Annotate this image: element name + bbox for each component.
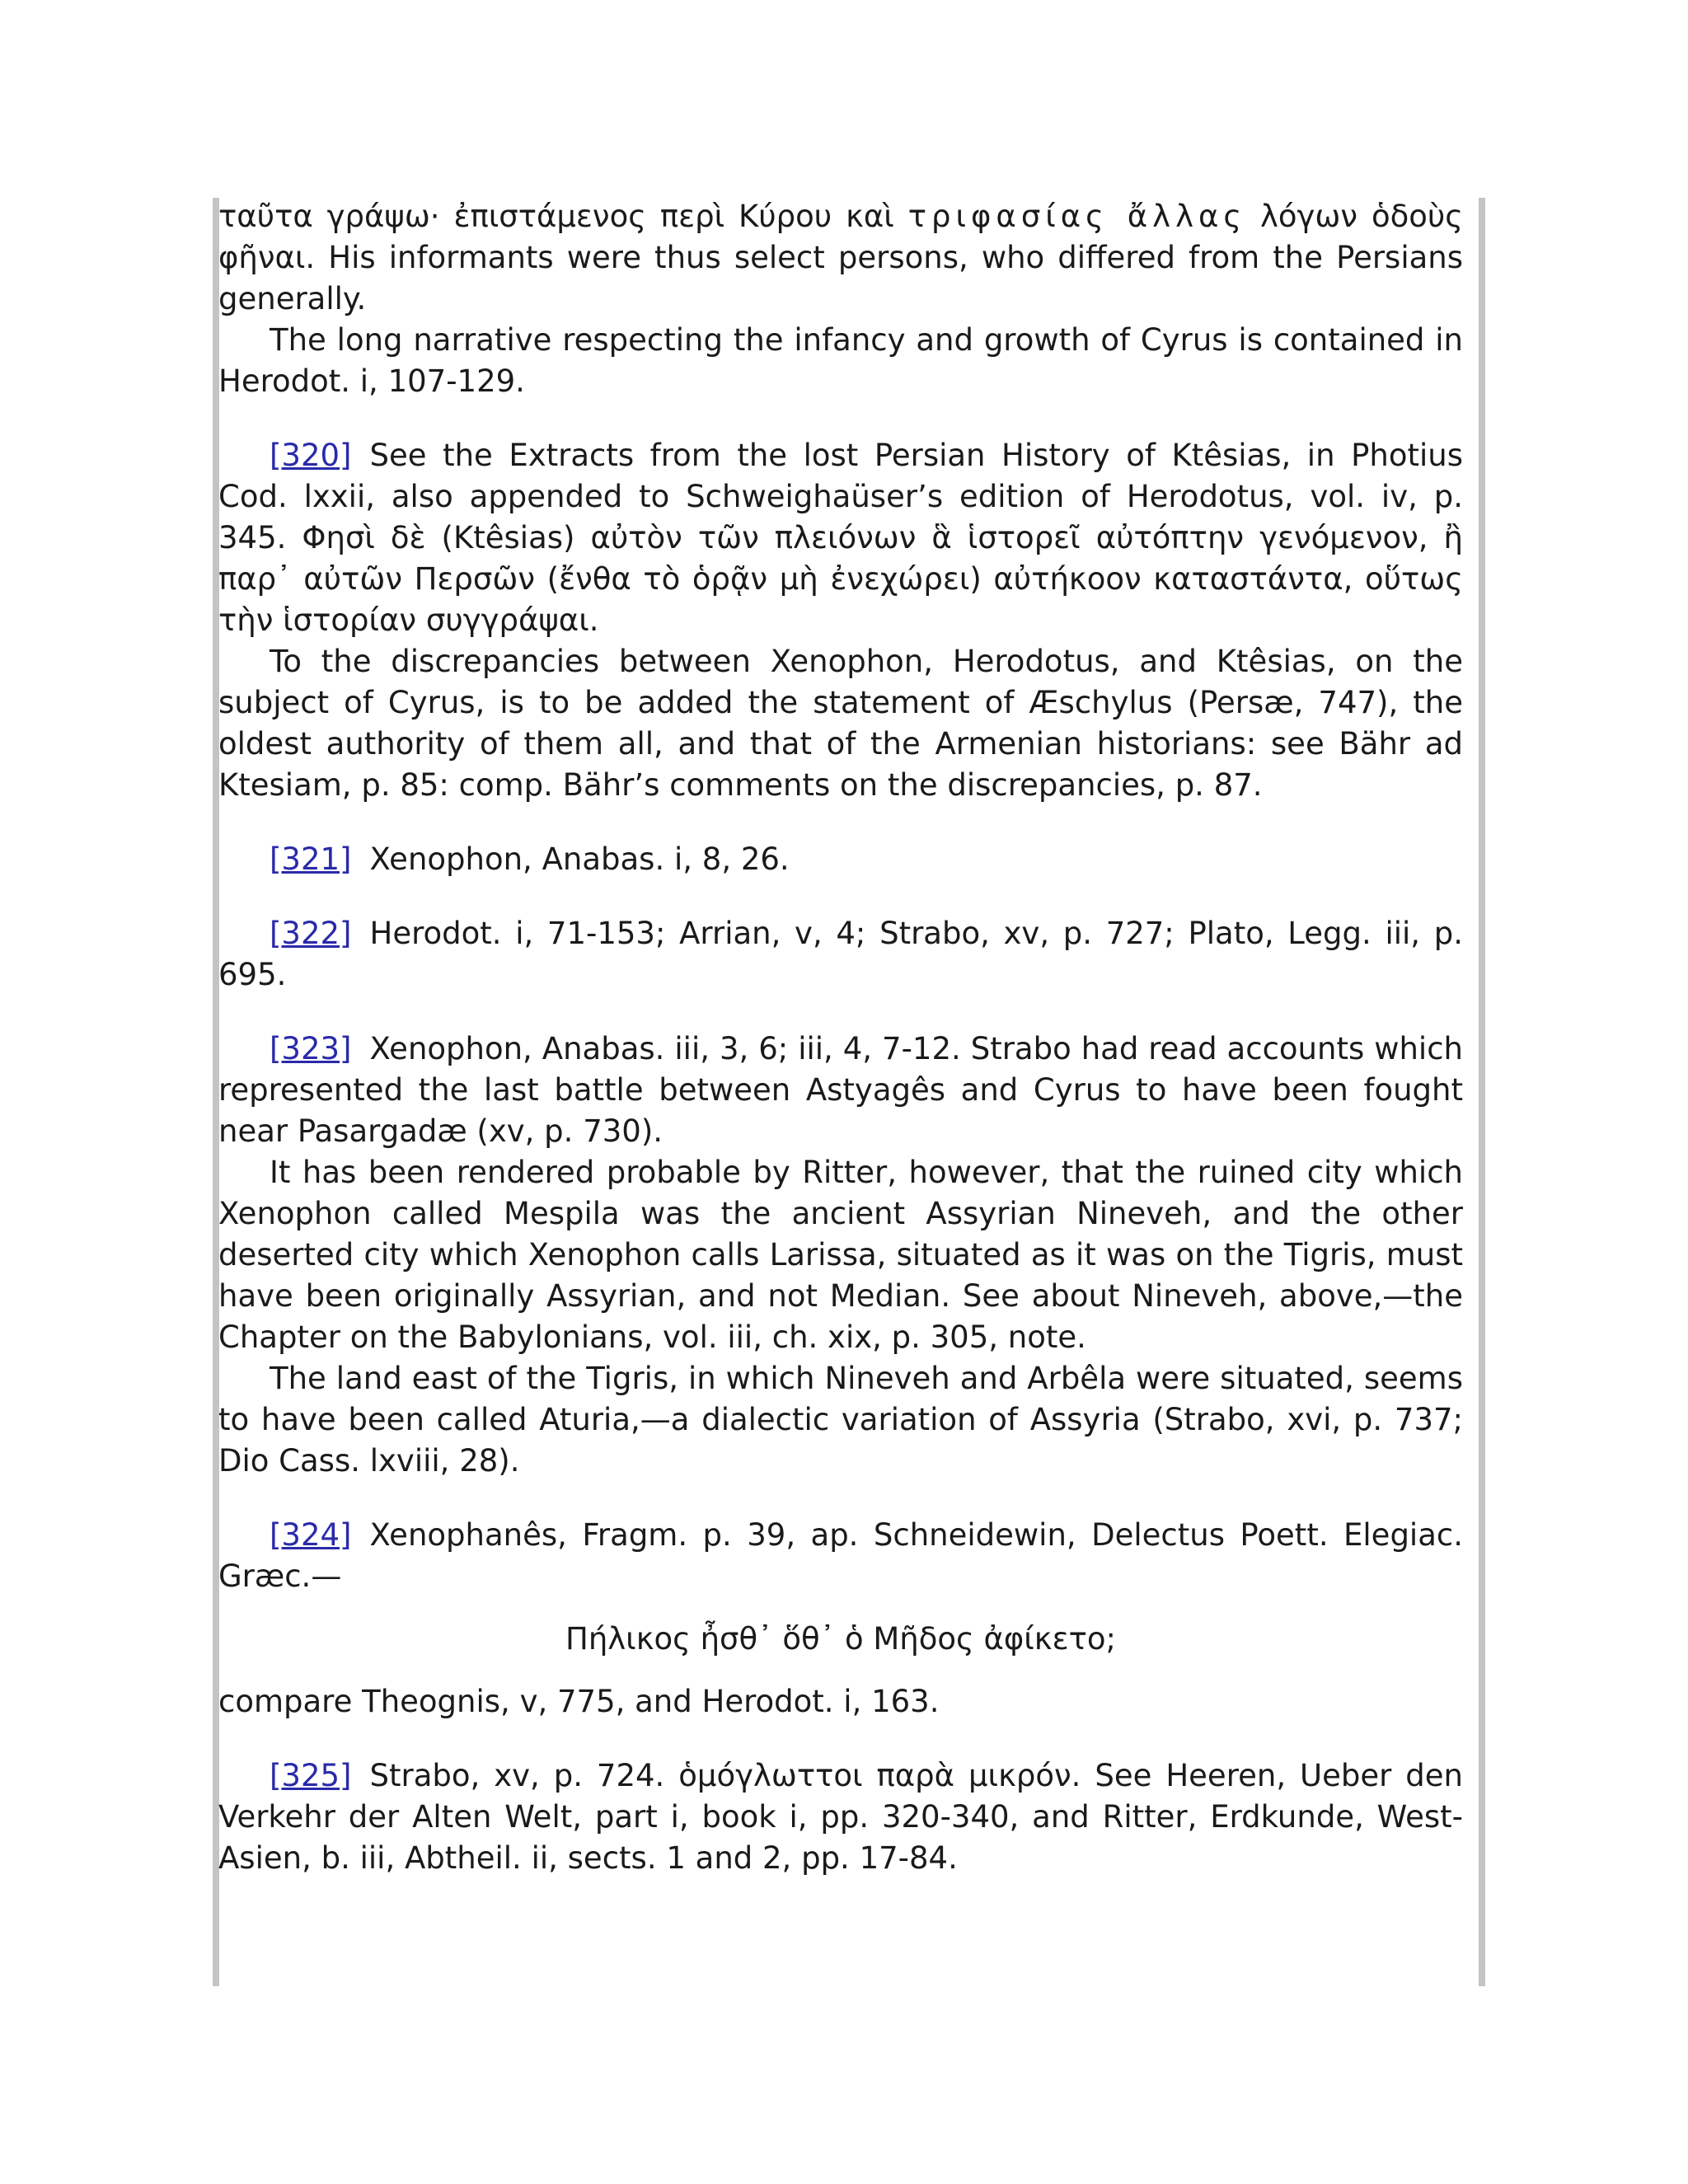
footnote-ref-link[interactable]: [325] [270, 1758, 352, 1793]
footnote-ref-link[interactable]: [324] [270, 1517, 352, 1553]
footnote-324: [324] Xenophanês, Fragm. p. 39, ap. Schneidewin, Delectus Poett. Elegiac. Græc.— [218, 1517, 1463, 1594]
spaced-greek: τριφασίας ἄλλας [907, 199, 1247, 234]
paragraph: The land east of the Tigris, in which Nineveh and Arbêla were situated, seems to have been called Aturia,—a dialectic variation of Assyria (Strabo, xvi, p. 737; Dio Cass. lxviii, 28). [218, 1361, 1463, 1479]
continued-paragraph: ταῦτα γράψω· ἐπιστάμενος περὶ Κύρου καὶ τριφασίας ἄλλας λόγων ὁδοὺς φῆναι. His informants were thus select persons, who differed from the Persians generally. [218, 199, 1463, 316]
footnote-323: [323] Xenophon, Anabas. iii, 3, 6; iii, 4, 7-12. Strabo had read accounts which represented the last battle between Astyagês and Cyrus to have been fought near Pasargadæ (xv, p. 730). [218, 1031, 1463, 1149]
paragraph: The long narrative respecting the infancy and growth of Cyrus is contained in Herodot. i, 107-129. [218, 322, 1463, 399]
footnote-320: [320] See the Extracts from the lost Persian History of Ktêsias, in Photius Cod. lxxii, also appended to Schweighaüser’s edition of Herodotus, vol. iv, p. 345. Φησὶ δὲ (Ktêsias) αὐτὸν τῶν πλειόνων ἃ ἱστορεῖ αὐτόπτην γενόμενον, ἢ παρ᾽ αὐτῶν Περσῶν (ἔνθα τὸ ὁρᾷν μὴ ἐνεχώρει) αὐτήκοον καταστάντα, οὕτως τὴν ἱστορίαν συγγράψαι. [218, 438, 1463, 638]
paragraph: To the discrepancies between Xenophon, Herodotus, and Ktêsias, on the subject of Cyrus, is to be added the statement of Æschylus (Persæ, 747), the oldest authority of them all, and that of the Armenian historians: see Bähr ad Ktesiam, p. 85: comp. Bähr’s comments on the discrepancies, p. 87. [218, 644, 1463, 803]
footnotes-content [218, 196, 1463, 1879]
paragraph: It has been rendered probable by Ritter, however, that the ruined city which Xenophon called Mespila was the ancient Assyrian Nineveh, and the other deserted city which Xenophon calls Larissa, situated as it was on the Tigris, must have been originally Assyrian, and not Median. See about Nineveh, above,—the Chapter on the Babylonians, vol. iii, ch. xix, p. 305, note. [218, 1155, 1463, 1355]
footnote-325: [325] Strabo, xv, p. 724. ὁμόγλωττοι παρὰ μικρόν. See Heeren, Ueber den Verkehr der Alten Welt, part i, book i, pp. 320-340, and Ritter, Erdkunde, West-Asien, b. iii, Abtheil. ii, sects. 1 and 2, pp. 17-84. [218, 1758, 1463, 1876]
footnote-321: [321] Xenophon, Anabas. i, 8, 26. [270, 841, 790, 877]
footnote-ref-link[interactable]: [323] [270, 1031, 352, 1066]
footnote-ref-link[interactable]: [321] [270, 841, 352, 877]
greek-verse: Πήλικος ἦσθ᾽ ὅθ᾽ ὁ Μῆδος ἀφίκετο; [565, 1621, 1116, 1657]
footnote-322: [322] Herodot. i, 71-153; Arrian, v, 4; Strabo, xv, p. 727; Plato, Legg. iii, p. 695. [218, 916, 1463, 992]
paragraph: compare Theognis, v, 775, and Herodot. i, 163. [218, 1684, 940, 1719]
footnote-ref-link[interactable]: [322] [270, 916, 352, 951]
footnote-ref-link[interactable]: [320] [270, 438, 352, 473]
